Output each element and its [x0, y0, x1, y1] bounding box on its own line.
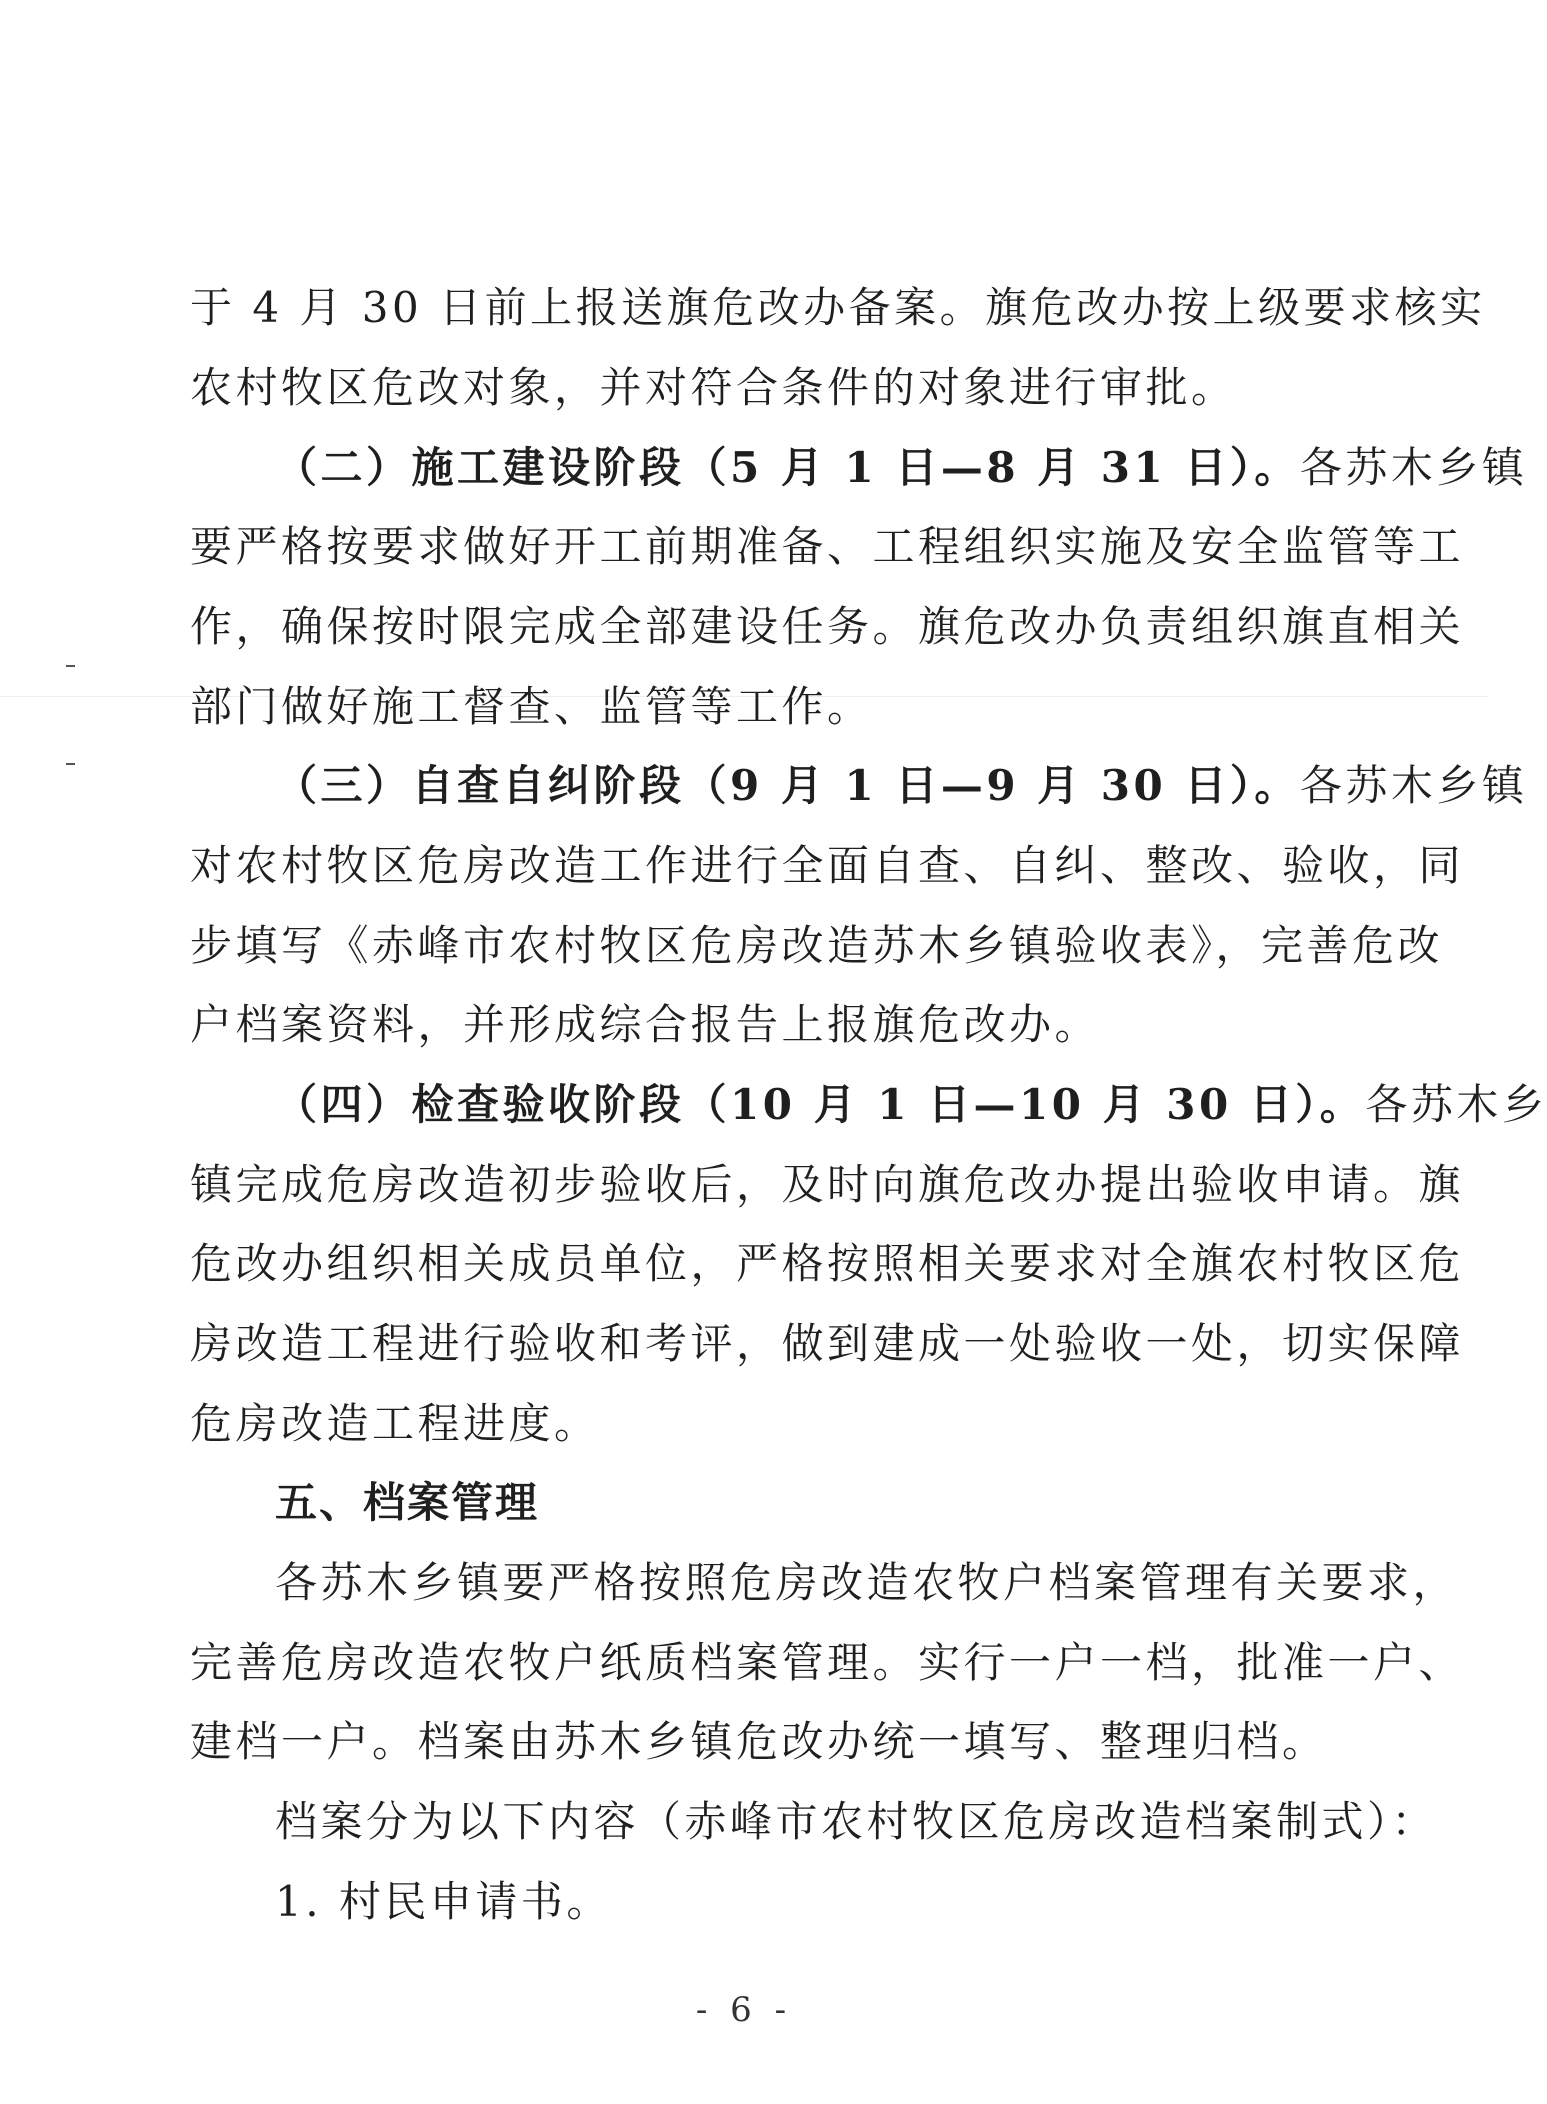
page-number: - 6 -: [695, 1990, 793, 2030]
paragraph-line: 于 4 月 30 日前上报送旗危改办备案。旗危改办按上级要求核实: [190, 283, 1486, 332]
phase-title: （四）检查验收阶段（10 月 1 日—10 月 30 日）。: [275, 1080, 1366, 1129]
phase-text: 各苏木乡: [1365, 1080, 1547, 1129]
paragraph-line: 户档案资料，并形成综合报告上报旗危改办。: [190, 1000, 1101, 1049]
paragraph-line: 完善危房改造农牧户纸质档案管理。实行一户一档，批准一户、: [190, 1638, 1465, 1687]
paragraph-line: 农村牧区危改对象，并对符合条件的对象进行审批。: [190, 363, 1237, 412]
paragraph-line: 建档一户。档案由苏木乡镇危改办统一填写、整理归档。: [190, 1717, 1328, 1766]
paragraph-line: 危房改造工程进度。: [190, 1399, 600, 1448]
margin-mark: [66, 665, 75, 667]
paragraph-line: 步填写《赤峰市农村牧区危房改造苏木乡镇验收表》，完善危改: [190, 921, 1444, 970]
paragraph-line: 房改造工程进行验收和考评，做到建成一处验收一处，切实保障: [190, 1319, 1465, 1368]
phase-title: （二）施工建设阶段（5 月 1 日—8 月 31 日）。: [275, 443, 1300, 492]
paragraph-line: 各苏木乡镇要严格按照危房改造农牧户档案管理有关要求，: [275, 1558, 1459, 1607]
list-item: 1. 村民申请书。: [275, 1877, 612, 1926]
paragraph-line: 对农村牧区危房改造工作进行全面自查、自纠、整改、验收，同: [190, 841, 1465, 890]
section-heading-archive: 五、档案管理: [275, 1478, 540, 1527]
section-heading-self-check: [275, 756, 1528, 816]
margin-mark: [66, 763, 75, 765]
phase-title: （三）自查自纠阶段（9 月 1 日—9 月 30 日）。: [275, 761, 1300, 810]
paragraph-line: 镇完成危房改造初步验收后，及时向旗危改办提出验收申请。旗: [190, 1160, 1465, 1209]
section-heading-inspection: [275, 1075, 1547, 1135]
section-heading-construction: [275, 438, 1528, 498]
phase-text: 各苏木乡镇: [1299, 443, 1528, 492]
paragraph-line: 要严格按要求做好开工前期准备、工程组织实施及安全监管等工: [190, 522, 1465, 571]
paragraph-line: 危改办组织相关成员单位，严格按照相关要求对全旗农村牧区危: [190, 1239, 1465, 1288]
paragraph-line: 档案分为以下内容（赤峰市农村牧区危房改造档案制式）：: [275, 1797, 1438, 1846]
phase-text: 各苏木乡镇: [1299, 761, 1528, 810]
paragraph-line: 部门做好施工督查、监管等工作。: [190, 682, 873, 731]
paragraph-line: 作，确保按时限完成全部建设任务。旗危改办负责组织旗直相关: [190, 602, 1465, 651]
